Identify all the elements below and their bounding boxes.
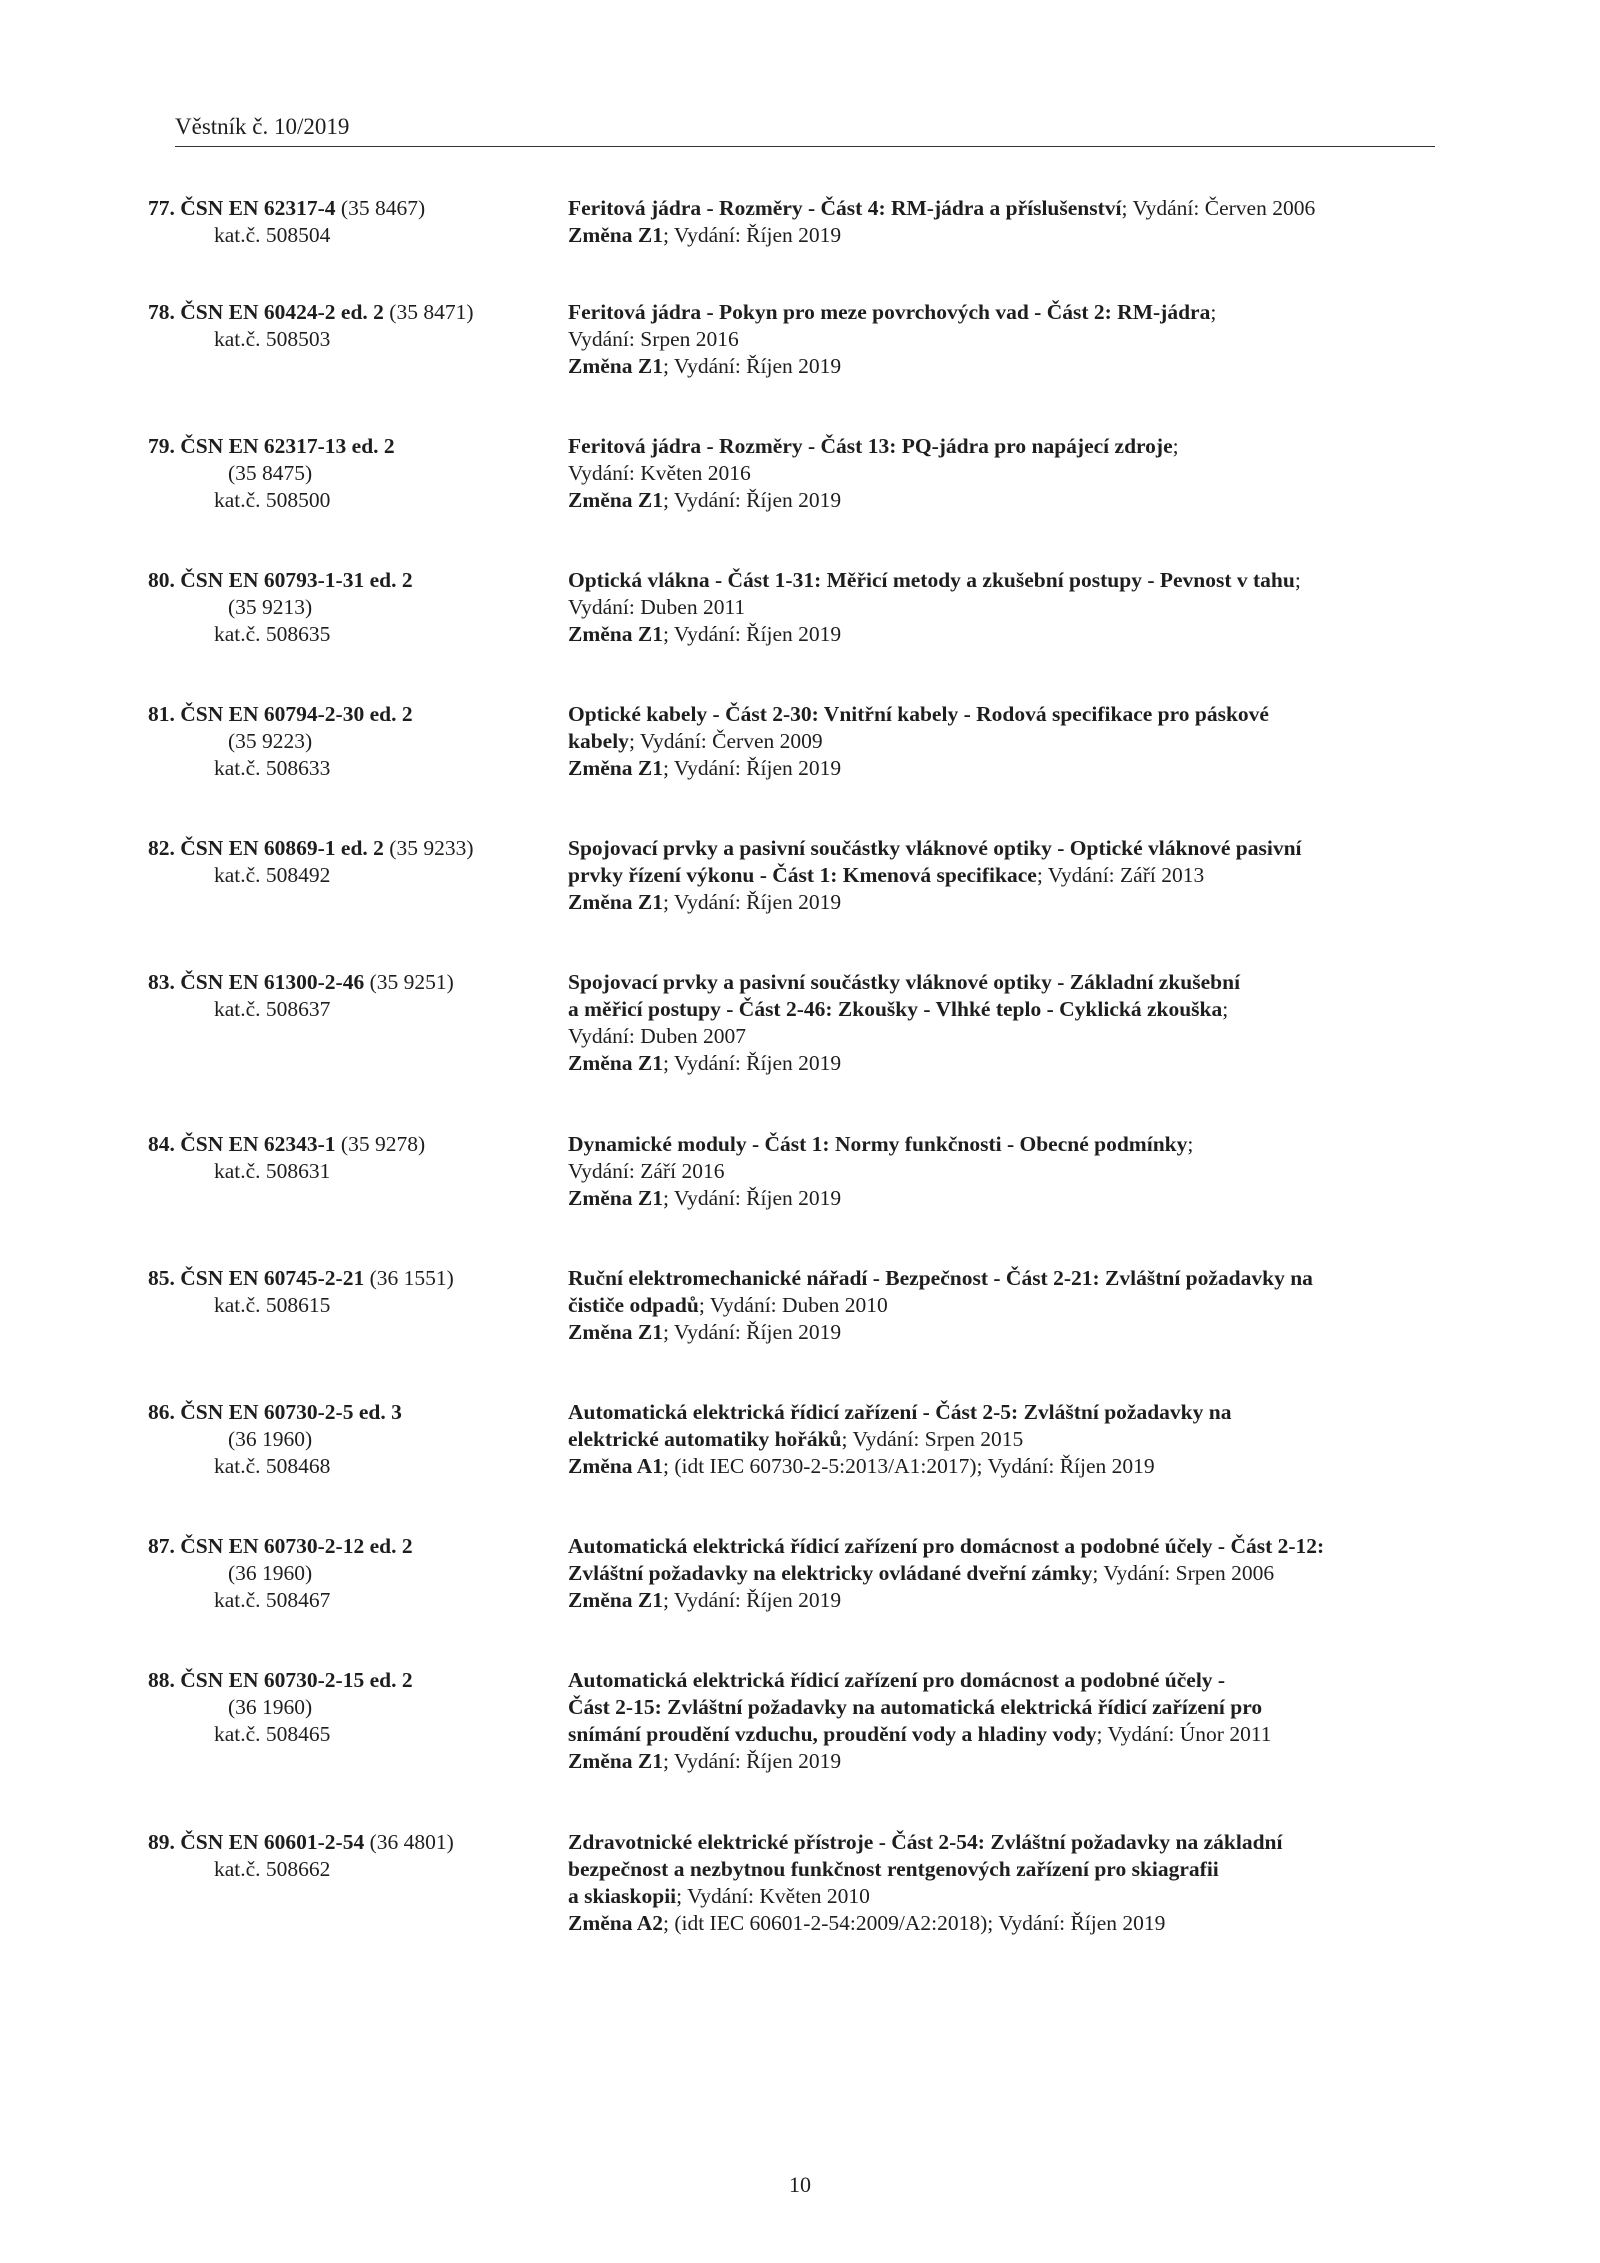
catalog-number: kat.č. 508662 — [214, 1857, 331, 1881]
standard-title-cont: Zvláštní požadavky na elektricky ovládané dveřní zámky — [568, 1561, 1093, 1585]
issue-date: ; Vydání: Červen 2009 — [628, 729, 823, 753]
standard-title-cont: prvky řízení výkonu - Část 1: Kmenová specifikace — [568, 863, 1037, 887]
list-item — [0, 567, 1418, 648]
item-number: 79. — [148, 434, 175, 458]
standard-title-cont: kabely — [568, 729, 629, 753]
catalog-number: kat.č. 508503 — [214, 327, 331, 351]
class-code: (35 9251) — [369, 970, 454, 994]
catalog-number: kat.č. 508467 — [214, 1588, 331, 1612]
standard-title: Automatická elektrická řídicí zařízení - Část 2-5: Zvláštní požadavky na — [568, 1400, 1232, 1424]
standard-id: ČSN EN 60730-2-12 ed. 2 — [180, 1534, 413, 1558]
standard-description — [568, 1399, 1418, 1480]
class-code: (35 8467) — [340, 196, 426, 220]
title-punctuation: ; — [1187, 1132, 1194, 1156]
standard-description — [568, 1533, 1418, 1614]
standard-reference — [0, 299, 568, 380]
catalog-number: kat.č. 508492 — [214, 863, 331, 887]
list-item — [0, 1265, 1418, 1346]
class-code: (36 1551) — [369, 1266, 454, 1290]
title-punctuation: ; — [1210, 300, 1217, 324]
issue-date: Vydání: Duben 2007 — [568, 1024, 746, 1048]
list-item — [0, 299, 1418, 380]
standard-id: ČSN EN 62317-4 — [180, 196, 336, 220]
standard-id: ČSN EN 61300-2-46 — [180, 970, 365, 994]
item-number: 85. — [148, 1266, 175, 1290]
standard-id: ČSN EN 60745-2-21 — [180, 1266, 365, 1290]
standard-reference — [0, 969, 568, 1077]
standard-description — [568, 1265, 1418, 1346]
issue-date: ; Vydání: Srpen 2015 — [841, 1427, 1024, 1451]
standard-title: Feritová jádra - Rozměry - Část 4: RM-jádra a příslušenství — [568, 196, 1122, 220]
item-number: 87. — [148, 1534, 175, 1558]
amendment-date: ; Vydání: Říjen 2019 — [662, 1320, 842, 1344]
amendment-date: ; Vydání: Říjen 2019 — [662, 1051, 842, 1075]
standard-title-cont: čističe odpadů — [568, 1293, 699, 1317]
catalog-number: kat.č. 508637 — [214, 997, 331, 1021]
standard-reference — [0, 433, 568, 514]
list-item — [0, 195, 1418, 249]
standard-title: Ruční elektromechanické nářadí - Bezpečnost - Část 2-21: Zvláštní požadavky na — [568, 1266, 1313, 1290]
standard-id: ČSN EN 60869-1 ed. 2 — [180, 836, 384, 860]
catalog-number: kat.č. 508504 — [214, 223, 331, 247]
standard-title: Optické kabely - Část 2-30: Vnitřní kabely - Rodová specifikace pro páskové — [568, 702, 1269, 726]
amendment-date: ; Vydání: Říjen 2019 — [662, 354, 842, 378]
standard-description — [568, 835, 1418, 916]
amendment-label: Změna Z1 — [568, 488, 663, 512]
item-number: 81. — [148, 702, 175, 726]
standard-title-cont: a skiaskopii — [568, 1884, 677, 1908]
catalog-number: kat.č. 508633 — [214, 756, 331, 780]
standard-description — [568, 433, 1418, 514]
amendment-date: ; Vydání: Říjen 2019 — [662, 890, 842, 914]
title-punctuation: ; — [1294, 568, 1301, 592]
amendment-label: Změna A1 — [568, 1454, 663, 1478]
standard-id: ČSN EN 60424-2 ed. 2 — [180, 300, 384, 324]
issue-date: ; Vydání: Duben 2010 — [698, 1293, 888, 1317]
amendment-date: ; Vydání: Říjen 2019 — [662, 223, 842, 247]
amendment-date: ; (idt IEC 60601-2-54:2009/A2:2018); Vydání: Říjen 2019 — [662, 1911, 1166, 1935]
item-number: 83. — [148, 970, 175, 994]
item-number: 88. — [148, 1668, 175, 1692]
amendment-label: Změna Z1 — [568, 1051, 663, 1075]
header-rule — [175, 146, 1435, 147]
amendment-label: Změna Z1 — [568, 756, 663, 780]
item-number: 78. — [148, 300, 175, 324]
standard-title: Automatická elektrická řídicí zařízení pro domácnost a podobné účely - Část 2-12: — [568, 1534, 1325, 1558]
standard-id: ČSN EN 62343-1 — [180, 1132, 336, 1156]
standard-title-cont: elektrické automatiky hořáků — [568, 1427, 842, 1451]
standard-title: Optická vlákna - Část 1-31: Měřicí metody a zkušební postupy - Pevnost v tahu — [568, 568, 1295, 592]
title-punctuation: ; — [1222, 997, 1229, 1021]
standard-title: Automatická elektrická řídicí zařízení pro domácnost a podobné účely - — [568, 1668, 1226, 1692]
list-item — [0, 701, 1418, 782]
standard-title-cont: bezpečnost a nezbytnou funkčnost rentgenových zařízení pro skiagrafii — [568, 1857, 1219, 1881]
standard-description — [568, 701, 1418, 782]
standard-id: ČSN EN 62317-13 ed. 2 — [180, 434, 395, 458]
standard-description — [568, 969, 1418, 1077]
amendment-label: Změna Z1 — [568, 1749, 663, 1773]
issue-date: ; Vydání: Září 2013 — [1036, 863, 1205, 887]
standard-id: ČSN EN 60793-1-31 ed. 2 — [180, 568, 413, 592]
page-number: 10 — [789, 2172, 811, 2197]
amendment-label: Změna Z1 — [568, 1588, 663, 1612]
list-item — [0, 1131, 1418, 1212]
standard-reference — [0, 1131, 568, 1212]
standard-reference — [0, 701, 568, 782]
issue-date: ; Vydání: Únor 2011 — [1096, 1722, 1272, 1746]
standard-description — [568, 567, 1418, 648]
amendment-label: Změna Z1 — [568, 223, 663, 247]
amendment-date: ; Vydání: Říjen 2019 — [662, 756, 842, 780]
amendment-date: ; Vydání: Říjen 2019 — [662, 622, 842, 646]
item-number: 77. — [148, 196, 175, 220]
standard-reference — [0, 835, 568, 916]
amendment-date: ; Vydání: Říjen 2019 — [662, 1588, 842, 1612]
item-number: 82. — [148, 836, 175, 860]
issue-date: Vydání: Duben 2011 — [568, 595, 746, 619]
issue-date: ; Vydání: Květen 2010 — [676, 1884, 870, 1908]
standard-id: ČSN EN 60730-2-5 ed. 3 — [180, 1400, 402, 1424]
title-punctuation: ; — [1172, 434, 1179, 458]
amendment-date: ; (idt IEC 60730-2-5:2013/A1:2017); Vydání: Říjen 2019 — [662, 1454, 1155, 1478]
class-code: (35 8471) — [389, 300, 474, 324]
standard-reference — [0, 567, 568, 648]
issue-date: ; Vydání: Srpen 2006 — [1092, 1561, 1275, 1585]
standard-title-cont: snímání proudění vzduchu, proudění vody a hladiny vody — [568, 1722, 1097, 1746]
standard-id: ČSN EN 60601-2-54 — [180, 1830, 365, 1854]
catalog-number: kat.č. 508635 — [214, 622, 331, 646]
amendment-date: ; Vydání: Říjen 2019 — [662, 1186, 842, 1210]
issue-date: Vydání: Srpen 2016 — [568, 327, 739, 351]
standard-title: Feritová jádra - Rozměry - Část 13: PQ-jádra pro napájecí zdroje — [568, 434, 1173, 458]
class-code: (35 9233) — [389, 836, 474, 860]
standard-title-cont: Část 2-15: Zvláštní požadavky na automatická elektrická řídicí zařízení pro — [568, 1695, 1263, 1719]
list-item — [0, 1667, 1418, 1775]
issue-date: Vydání: Květen 2016 — [568, 461, 751, 485]
standard-reference — [0, 1829, 568, 1937]
item-number: 89. — [148, 1830, 175, 1854]
standard-reference — [0, 1667, 568, 1775]
standard-description — [568, 1667, 1418, 1775]
standard-reference — [0, 1533, 568, 1614]
standard-id: ČSN EN 60794-2-30 ed. 2 — [180, 702, 413, 726]
catalog-number: kat.č. 508631 — [214, 1159, 331, 1183]
amendment-label: Změna Z1 — [568, 622, 663, 646]
class-code: (36 1960) — [228, 1561, 313, 1585]
class-code: (35 9223) — [228, 729, 313, 753]
item-number: 80. — [148, 568, 175, 592]
standard-title: Dynamické moduly - Část 1: Normy funkčnosti - Obecné podmínky — [568, 1132, 1188, 1156]
standard-reference — [0, 195, 568, 249]
list-item — [0, 1829, 1418, 1937]
standard-title: Zdravotnické elektrické přístroje - Část 2-54: Zvláštní požadavky na základní — [568, 1830, 1283, 1854]
standard-title-cont: a měřicí postupy - Část 2-46: Zkoušky - Vlhké teplo - Cyklická zkouška — [568, 997, 1223, 1021]
class-code: (36 1960) — [228, 1427, 313, 1451]
amendment-label: Změna Z1 — [568, 1320, 663, 1344]
standard-description — [568, 1829, 1418, 1937]
issue-date: Vydání: Září 2016 — [568, 1159, 725, 1183]
amendment-label: Změna Z1 — [568, 890, 663, 914]
standard-description — [568, 299, 1418, 380]
catalog-number: kat.č. 508500 — [214, 488, 331, 512]
standard-id: ČSN EN 60730-2-15 ed. 2 — [180, 1668, 413, 1692]
amendment-label: Změna Z1 — [568, 1186, 663, 1210]
amendment-date: ; Vydání: Říjen 2019 — [662, 488, 842, 512]
catalog-number: kat.č. 508465 — [214, 1722, 331, 1746]
standard-reference — [0, 1399, 568, 1480]
standard-description — [568, 1131, 1418, 1212]
list-item — [0, 1533, 1418, 1614]
standard-title: Spojovací prvky a pasivní součástky vláknové optiky - Optické vláknové pasivní — [568, 836, 1302, 860]
item-number: 84. — [148, 1132, 175, 1156]
class-code: (36 4801) — [369, 1830, 454, 1854]
class-code: (35 9213) — [228, 595, 313, 619]
standard-title: Feritová jádra - Pokyn pro meze povrchových vad - Část 2: RM-jádra — [568, 300, 1211, 324]
amendment-label: Změna A2 — [568, 1911, 663, 1935]
standard-description — [568, 195, 1418, 249]
issue-date: ; Vydání: Červen 2006 — [1121, 196, 1316, 220]
amendment-label: Změna Z1 — [568, 354, 663, 378]
list-item — [0, 835, 1418, 916]
standard-title: Spojovací prvky a pasivní součástky vláknové optiky - Základní zkušební — [568, 970, 1241, 994]
class-code: (35 8475) — [228, 461, 313, 485]
list-item — [0, 1399, 1418, 1480]
list-item — [0, 433, 1418, 514]
document-header: Věstník č. 10/2019 — [175, 114, 350, 139]
list-item — [0, 969, 1418, 1077]
catalog-number: kat.č. 508615 — [214, 1293, 331, 1317]
catalog-number: kat.č. 508468 — [214, 1454, 331, 1478]
item-number: 86. — [148, 1400, 175, 1424]
class-code: (35 9278) — [340, 1132, 426, 1156]
standard-reference — [0, 1265, 568, 1346]
amendment-date: ; Vydání: Říjen 2019 — [662, 1749, 842, 1773]
class-code: (36 1960) — [228, 1695, 313, 1719]
